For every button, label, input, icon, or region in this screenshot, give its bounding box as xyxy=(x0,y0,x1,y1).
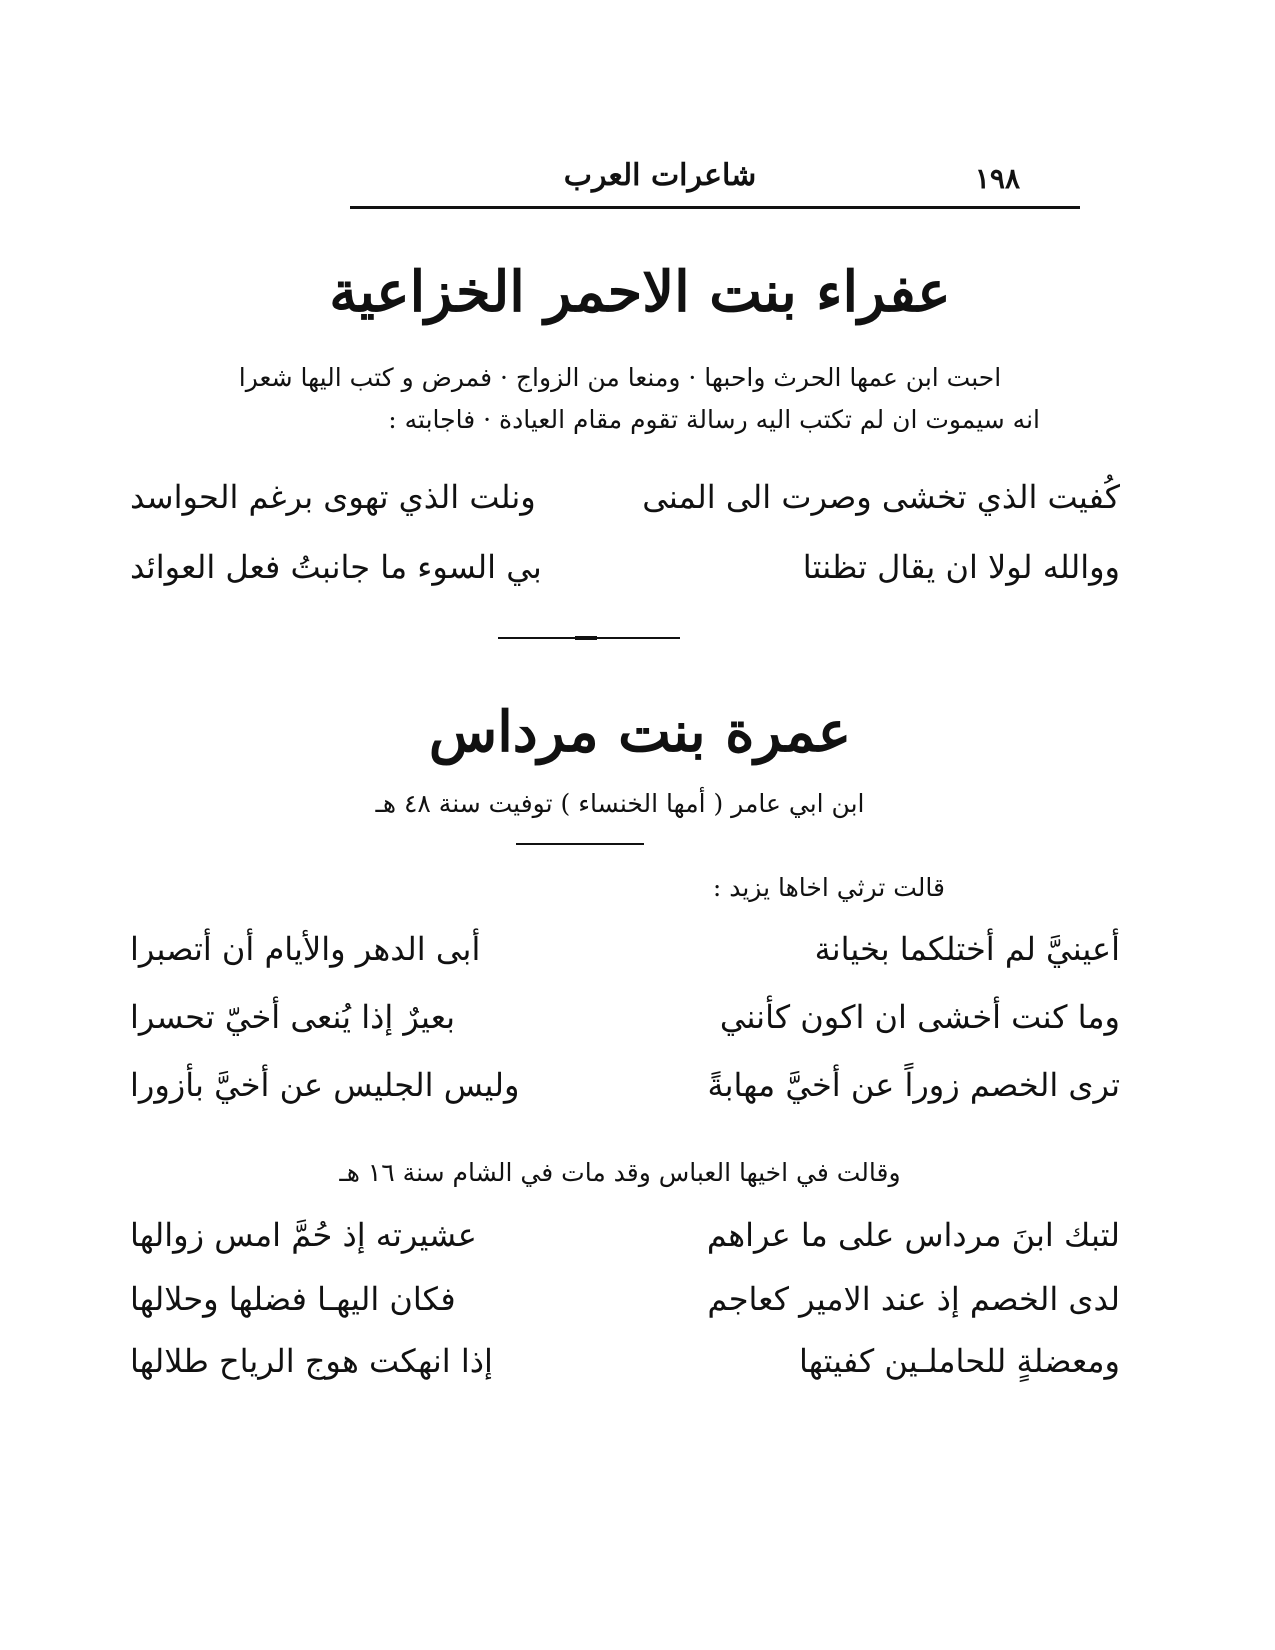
verse-second-hemistich: بعيرٌ إذا يُنعى أخيّ تحسرا xyxy=(130,998,456,1036)
verse-first-hemistich: وما كنت أخشى ان اكون كأنني xyxy=(719,998,1120,1036)
verse-first-hemistich: لدى الخصم إذ عند الامير كعاجم xyxy=(707,1280,1120,1318)
verse-second-hemistich: ونلت الذي تهوى برغم الحواسد xyxy=(130,478,536,516)
verse-first-hemistich: كُفيت الذي تخشى وصرت الى المنى xyxy=(642,478,1120,516)
verse-second-hemistich: أبى الدهر والأيام أن أتصبرا xyxy=(130,930,481,968)
verse-second-hemistich: وليس الجليس عن أخيَّ بأزورا xyxy=(130,1066,520,1104)
verse-line xyxy=(130,998,1120,1052)
subtitle-divider xyxy=(516,843,644,845)
verse-second-hemistich: فكان اليهـا فضلها وحلالها xyxy=(130,1280,456,1318)
section-divider-center xyxy=(575,636,597,640)
verse-line xyxy=(130,1342,1120,1396)
subtitle: ابن ابي عامر ( أمها الخنساء ) توفيت سنة ٤٨ هـ xyxy=(375,789,865,818)
running-title: شاعرات العرب xyxy=(563,158,757,193)
verse-second-hemistich: بي السوء ما جانبتُ فعل العوائد xyxy=(130,548,542,586)
verse-second-hemistich: إذا انهكت هوج الرياح طلالها xyxy=(130,1342,493,1380)
verse-first-hemistich: لتبك ابنَ مرداس على ما عراهم xyxy=(706,1216,1120,1254)
page-header xyxy=(350,158,1080,209)
verse-first-hemistich: ووالله لولا ان يقال تظنتا xyxy=(802,548,1120,586)
intro-line: احبت ابن عمها الحرث واحبها · ومنعا من الزواج · فمرض و كتب اليها شعرا xyxy=(238,363,1002,392)
verse-line xyxy=(130,1280,1120,1334)
verse-line xyxy=(130,1216,1120,1270)
verse-line xyxy=(130,548,1120,602)
poem-intro: قالت ترثي اخاها يزيد : xyxy=(712,873,945,902)
intro-line: انه سيموت ان لم تكتب اليه رسالة تقوم مقام العيادة · فاجابته : xyxy=(388,405,1040,434)
verse-line xyxy=(130,1066,1120,1120)
page-number: ١٩٨ xyxy=(974,162,1020,195)
verse-line xyxy=(130,930,1120,984)
section-title: عفراء بنت الاحمر الخزاعية xyxy=(329,259,951,325)
section-title: عمرة بنت مرداس xyxy=(428,699,852,765)
verse-first-hemistich: أعينيَّ لم أختلكما بخيانة xyxy=(814,930,1120,968)
verse-first-hemistich: ترى الخصم زوراً عن أخيَّ مهابةً xyxy=(707,1066,1120,1104)
poem-intro: وقالت في اخيها العباس وقد مات في الشام سنة ١٦ هـ xyxy=(339,1158,901,1187)
verse-first-hemistich: ومعضلةٍ للحاملـين كفيتها xyxy=(799,1342,1120,1380)
verse-second-hemistich: عشيرته إذ حُمَّ امس زوالها xyxy=(130,1216,477,1254)
verse-line xyxy=(130,478,1120,532)
